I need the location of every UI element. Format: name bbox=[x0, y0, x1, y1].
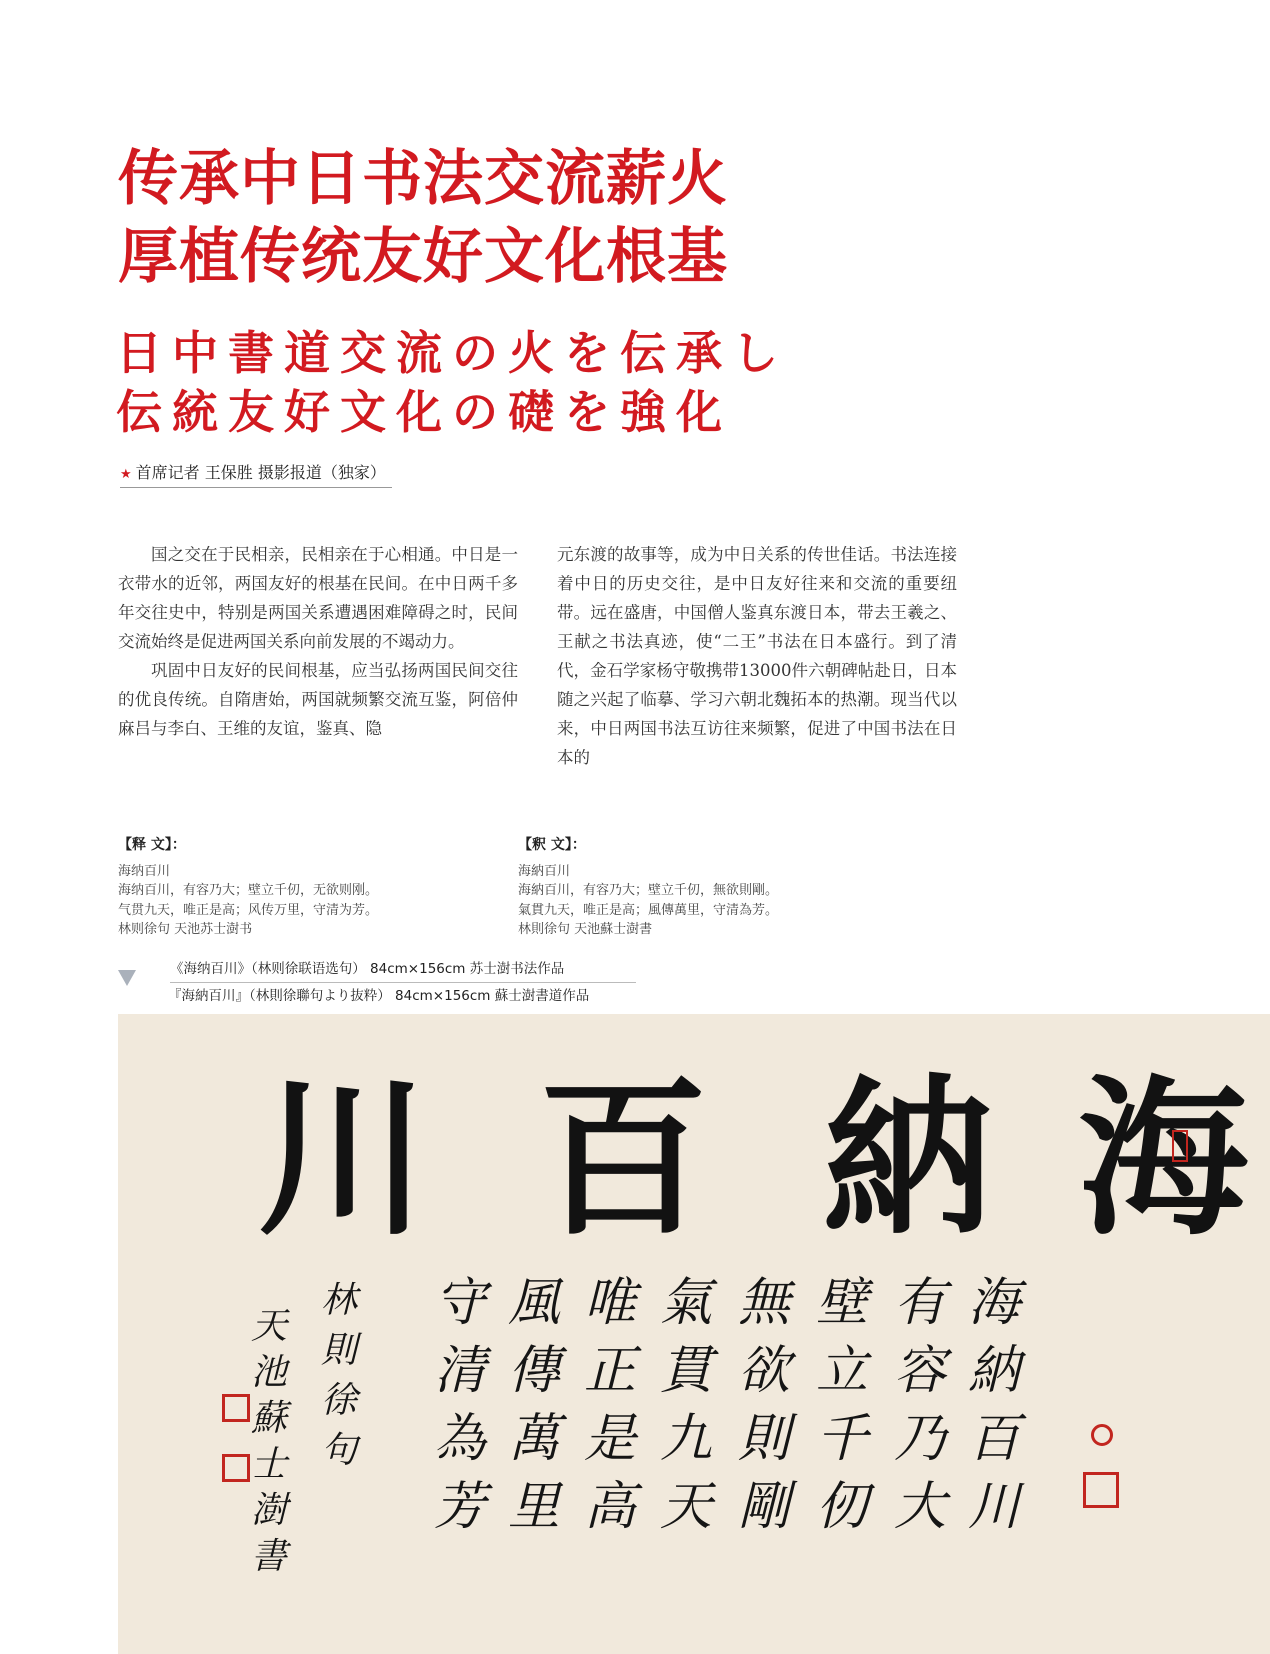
subhead-line-1: 日中書道交流の火を伝承し bbox=[116, 326, 788, 380]
byline-text: 首席记者 王保胜 摄影报道（独家） bbox=[135, 463, 386, 482]
byline bbox=[120, 461, 392, 488]
text-column: 唯 正 是 高 bbox=[583, 1273, 636, 1537]
text-column: 海 納 百 川 bbox=[967, 1273, 1020, 1537]
subhead-line-2: 伝統友好文化の礎を強化 bbox=[116, 385, 732, 439]
caption-chinese: 《海纳百川》（林则徐联语选句） 84cm×156cm 苏士澍书法作品 bbox=[170, 961, 565, 977]
article-column-right bbox=[557, 540, 957, 772]
text-column: 氣 貫 九 天 bbox=[659, 1273, 712, 1537]
text-column: 壁 立 千 仞 bbox=[815, 1273, 868, 1537]
triangle-down-icon bbox=[118, 970, 136, 986]
transcription-line: 林則徐句 天池蘇士澍書 bbox=[518, 922, 653, 937]
article-paragraph: 国之交在于民相亲，民相亲在于心相通。中日是一衣带水的近邻，两国友好的根基在民间。在中日两千多年交往史中，特别是两国关系遭遇困难障碍之时，民间交流始终是促进两国关系向前发展的不竭动力。 bbox=[118, 545, 518, 651]
transcription-line: 林则徐句 天池苏士澍书 bbox=[118, 922, 253, 937]
seal-stamp bbox=[222, 1394, 250, 1422]
transcription-line: 海纳百川，有容乃大；壁立千仞，无欲则刚。 bbox=[118, 883, 379, 898]
seal-stamp bbox=[1091, 1424, 1113, 1446]
article-column-left bbox=[118, 540, 518, 743]
calligraphy-artwork bbox=[118, 1014, 1270, 1654]
headline-line-2: 厚植传统友好文化根基 bbox=[118, 222, 728, 292]
transcription-line: 海納百川，有容乃大；壁立千仞，無欲則剛。 bbox=[518, 883, 779, 898]
article-paragraph: 元东渡的故事等，成为中日关系的传世佳话。书法连接着中日的历史交往，是中日友好往来和交流的重要纽带。远在盛唐，中国僧人鉴真东渡日本，带去王羲之、王献之书法真迹，使“二王”书法在日本盛行。到了清代，金石学家杨守敬携带13000件六朝碑帖赴日，日本随之兴起了临摹、学习六朝北魏拓本的热潮。现当代以来，中日两国书法互访往来频繁，促进了中国书法在日本的 bbox=[557, 545, 957, 767]
artwork-title bbox=[248, 1044, 1248, 1274]
subhead bbox=[116, 324, 836, 442]
text-column: 無 欲 則 剛 bbox=[737, 1273, 790, 1537]
text-column: 守 清 為 芳 bbox=[433, 1273, 486, 1537]
seal-stamp bbox=[222, 1454, 250, 1482]
transcription-line: 气贯九天，唯正是高；风传万里，守清为芳。 bbox=[118, 902, 379, 918]
transcription-line: 海纳百川 bbox=[118, 863, 171, 879]
text-column: 林 則 徐 句 bbox=[320, 1280, 357, 1471]
text-column: 風 傳 萬 里 bbox=[507, 1273, 560, 1537]
caption-divider bbox=[170, 982, 636, 983]
article-paragraph: 巩固中日友好的民间根基，应当弘扬两国民间交往的优良传统。自隋唐始，两国就频繁交流互鉴，阿倍仲麻吕与李白、王维的友谊，鉴真、隐 bbox=[118, 661, 518, 738]
transcription-heading: 【释 文】： bbox=[118, 837, 186, 853]
headline bbox=[118, 140, 818, 296]
seal-stamp bbox=[1172, 1130, 1188, 1162]
title-char: 百 bbox=[537, 1059, 708, 1259]
caption-japanese: 『海納百川』（林則徐聯句より抜粋） 84cm×156cm 蘇士澍書道作品 bbox=[168, 988, 590, 1004]
headline-line-1: 传承中日书法交流薪火 bbox=[118, 144, 728, 214]
text-column: 有 容 乃 大 bbox=[893, 1273, 946, 1537]
transcription-japanese bbox=[518, 836, 898, 940]
seal-stamp bbox=[1083, 1472, 1119, 1508]
transcription-line: 氣貫九天，唯正是高；風傳萬里，守清為芳。 bbox=[518, 902, 779, 918]
transcription-heading: 【釈 文】： bbox=[518, 837, 586, 853]
signature-column: 天 池 蘇 士 澍 書 bbox=[250, 1306, 287, 1577]
title-char: 川 bbox=[257, 1059, 428, 1259]
transcription-line: 海納百川 bbox=[518, 863, 571, 879]
title-char: 納 bbox=[822, 1059, 993, 1259]
transcription-chinese bbox=[118, 836, 498, 940]
title-char: 海 bbox=[1077, 1059, 1248, 1259]
star-icon: ★ bbox=[120, 467, 132, 482]
